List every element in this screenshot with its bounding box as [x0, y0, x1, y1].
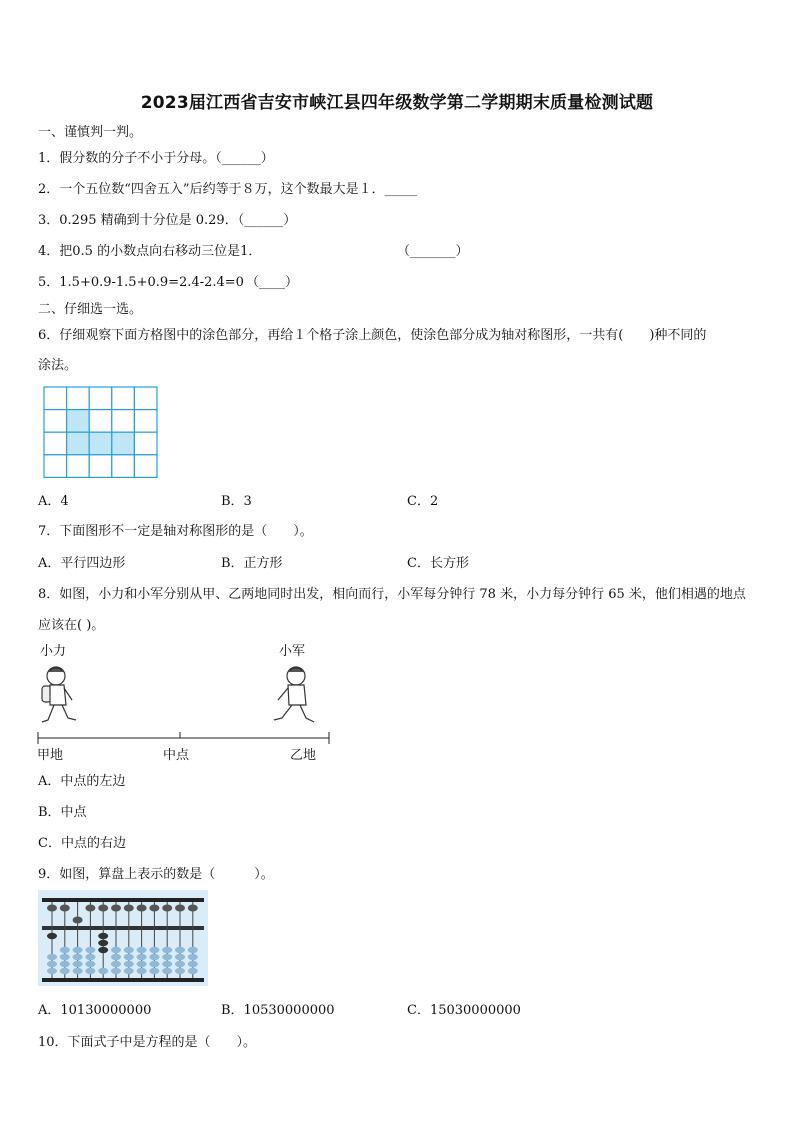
grid-cell	[67, 455, 90, 478]
abacus-bead	[149, 968, 159, 974]
abacus-bead	[149, 905, 159, 912]
q6-option-c: C．2	[407, 494, 439, 509]
abacus-bead	[60, 968, 70, 974]
q8-option-c: C．中点的右边	[38, 836, 126, 851]
walking-boy-right-icon	[274, 667, 314, 722]
abacus-bead	[175, 961, 185, 967]
abacus-bead	[162, 905, 172, 912]
grid-cell	[44, 387, 67, 410]
grid-cell-shaded	[67, 410, 90, 433]
grid-cell-shaded	[67, 432, 90, 455]
q8-option-a: A．中点的左边	[38, 774, 126, 789]
abacus-bead	[175, 968, 185, 974]
abacus-bead	[124, 947, 134, 953]
abacus-bead	[47, 961, 57, 967]
grid-cell	[134, 455, 157, 478]
abacus-bead	[85, 968, 95, 974]
question-6-line1: 6．仔细观察下面方格图中的涂色部分，再给１个格子涂上颜色，使涂色部分成为轴对称图形，一共有( )种不同的	[38, 328, 707, 343]
abacus-bead	[98, 968, 108, 974]
question-8-line1: 8．如图，小力和小军分别从甲、乙两地同时出发，相向而行，小军每分钟行 78 米，小力每分钟行 65 米，他们相遇的地点	[38, 587, 746, 602]
grid-cell	[134, 410, 157, 433]
abacus-bead	[47, 954, 57, 960]
question-10: 10．下面式子中是方程的是（ ）。	[38, 1035, 257, 1050]
route-figure	[34, 660, 334, 745]
abacus-bead	[60, 947, 70, 953]
section-heading-1: 一、谨慎判一判。	[38, 125, 143, 140]
abacus-bead	[98, 905, 108, 912]
grid-cell	[89, 455, 112, 478]
abacus-bead	[111, 947, 121, 953]
abacus-bead	[111, 954, 121, 960]
abacus-bead	[73, 954, 83, 960]
point-label-midpoint: 中点	[163, 748, 190, 763]
q7-option-a: A．平行四边形	[38, 556, 126, 571]
abacus-bead	[149, 947, 159, 953]
abacus-bead	[85, 947, 95, 953]
q9-option-b: B．10530000000	[221, 1003, 335, 1018]
point-label-jia: 甲地	[37, 748, 64, 763]
abacus-bead	[188, 968, 198, 974]
abacus-bead	[111, 968, 121, 974]
abacus-bead	[124, 905, 134, 912]
abacus-bead	[111, 905, 121, 912]
section-heading-2: 二、仔细选一选。	[38, 302, 143, 317]
grid-cell	[44, 432, 67, 455]
abacus-bead	[149, 961, 159, 967]
abacus-bead	[60, 905, 70, 912]
question-5: 5．1.5+0.9-1.5+0.9=2.4-2.4=0	[38, 275, 244, 290]
question-6-line2: 涂法。	[38, 358, 78, 373]
abacus-bead	[175, 954, 185, 960]
abacus-bead	[137, 968, 147, 974]
grid-cell	[112, 387, 135, 410]
grid-cell	[44, 455, 67, 478]
question-4-blank: （_______）	[397, 244, 469, 259]
grid-cell	[112, 455, 135, 478]
abacus-bead	[124, 954, 134, 960]
q6-option-a: A．4	[38, 494, 69, 509]
abacus-bead	[47, 968, 57, 974]
walking-boy-left-icon	[42, 667, 76, 722]
abacus-bead	[73, 968, 83, 974]
abacus-bead	[162, 961, 172, 967]
abacus-bead	[137, 947, 147, 953]
shaded-grid-figure	[43, 386, 157, 478]
left-person-label: 小力	[40, 644, 67, 659]
abacus-bead	[98, 947, 108, 953]
question-4: 4．把0.5 的小数点向右移动三位是1．	[38, 244, 262, 259]
q6-option-b: B．3	[221, 494, 252, 509]
abacus-bead	[137, 905, 147, 912]
abacus-bead	[60, 954, 70, 960]
abacus-bead	[149, 954, 159, 960]
q7-option-c: C．长方形	[407, 556, 469, 571]
q8-option-b: B．中点	[38, 805, 87, 820]
abacus-bead	[98, 933, 108, 939]
page-title: 2023届江西省吉安市峡江县四年级数学第二学期期末质量检测试题	[140, 93, 654, 113]
abacus-bead	[188, 905, 198, 912]
abacus-bead	[73, 917, 83, 924]
abacus-figure	[38, 890, 208, 986]
abacus-bead	[137, 961, 147, 967]
right-person-label: 小军	[279, 644, 306, 659]
question-2: 2．一个五位数“四舍五入”后约等于８万，这个数最大是１．_____	[38, 182, 418, 197]
q9-option-a: A．10130000000	[38, 1003, 152, 1018]
abacus-bead	[124, 968, 134, 974]
abacus-bead	[137, 954, 147, 960]
question-5-blank: （____）	[246, 275, 299, 290]
grid-cell	[134, 432, 157, 455]
q9-option-c: C．15030000000	[407, 1003, 521, 1018]
question-3: 3．0.295 精确到十分位是 0.29．（______）	[38, 213, 297, 228]
abacus-bead	[73, 947, 83, 953]
abacus-bead	[47, 933, 57, 939]
abacus-bead	[111, 961, 121, 967]
abacus-bead	[175, 905, 185, 912]
grid-cell-shaded	[112, 432, 135, 455]
question-8-line2: 应该在( )。	[38, 618, 105, 633]
abacus-bead	[73, 961, 83, 967]
grid-cell-shaded	[89, 432, 112, 455]
abacus-bead	[188, 954, 198, 960]
abacus-bead	[98, 940, 108, 946]
grid-cell	[89, 387, 112, 410]
question-7: 7．下面图形不一定是轴对称图形的是（ ）。	[38, 524, 313, 539]
abacus-bead	[162, 947, 172, 953]
abacus-bead	[85, 905, 95, 912]
abacus-bead	[162, 954, 172, 960]
abacus-bead	[175, 947, 185, 953]
abacus-bead	[47, 905, 57, 912]
abacus-bead	[124, 961, 134, 967]
grid-cell	[134, 387, 157, 410]
abacus-bead	[85, 961, 95, 967]
question-1: 1．假分数的分子不小于分母。（______）	[38, 151, 274, 166]
grid-cell	[89, 410, 112, 433]
grid-cell	[44, 410, 67, 433]
grid-cell	[112, 410, 135, 433]
q7-option-b: B．正方形	[221, 556, 283, 571]
grid-cell	[67, 387, 90, 410]
point-label-yi: 乙地	[290, 748, 317, 763]
abacus-bead	[188, 947, 198, 953]
abacus-bead	[188, 961, 198, 967]
abacus-bead	[162, 968, 172, 974]
question-9: 9．如图，算盘上表示的数是（ ）。	[38, 867, 274, 882]
abacus-bead	[85, 954, 95, 960]
abacus-bead	[60, 961, 70, 967]
